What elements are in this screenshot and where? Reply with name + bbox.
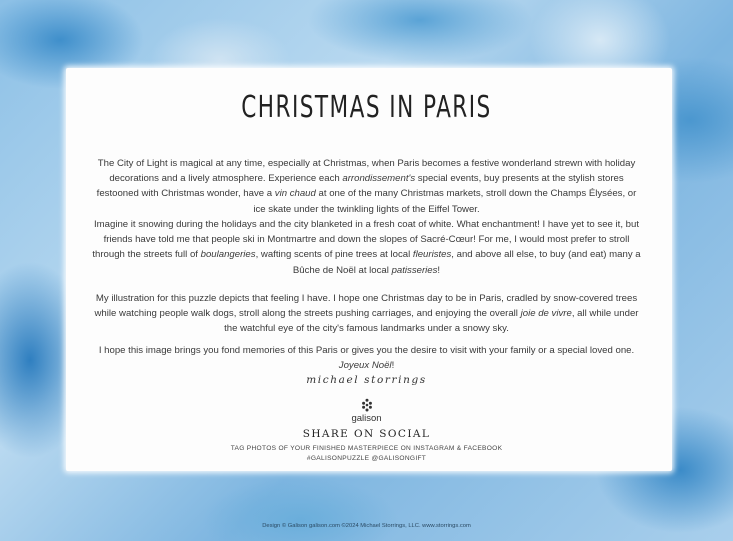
text-run: !	[391, 360, 395, 372]
italic-phrase: vin chaud	[274, 188, 316, 200]
italic-phrase: fleuristes	[412, 249, 452, 261]
text-run: , all while under the watchful eye of the city's famous landmarks under a snowy sky.	[224, 308, 639, 335]
italic-phrase: joie de vivre	[520, 308, 572, 320]
text-run: at one of the many Christmas markets, stroll down the Champs Élysées, or ice skate under the twinkling lights of the Eiffel Tower.	[253, 188, 637, 215]
italic-phrase: boulangeries	[200, 249, 256, 261]
italic-phrase: arrondissement's	[342, 173, 416, 185]
brand-name: galison	[351, 413, 382, 424]
paragraph-2	[92, 217, 641, 278]
text-run: I hope this image brings you fond memories of this Paris or gives you the desire to visit with your family or a special loved one.	[98, 345, 635, 356]
text-run: Imagine it snowing during the holidays and the city blanketed in a fresh coat of white. What enchantment! I have yet to see it, but friends have told me that people ski in Montmartre and down the slopes of Sacré-Cœur! For me, I would most prefer to stroll through the streets full of	[92, 219, 640, 261]
copyright-footer: Design © Galison galison.com ©2024 Michael Storrings, LLC. www.storrings.com	[262, 523, 471, 529]
text-run: special events, buy presents at the stylish stores festooned with Christmas wonder, have a	[96, 173, 624, 200]
tagline-line-1: TAG PHOTOS OF YOUR FINISHED MASTERPIECE ON INSTAGRAM & FACEBOOK	[230, 445, 503, 452]
share-heading: SHARE ON SOCIAL	[302, 428, 431, 440]
paragraph-1	[92, 156, 641, 217]
italic-phrase: Joyeux Noël	[338, 360, 392, 372]
text-run: !	[437, 264, 441, 276]
page-title: CHRISTMAS IN PARIS	[241, 90, 492, 125]
tagline-line-2: #GALISONPUZZLE @GALISONGIFT	[306, 454, 427, 462]
social-tagline	[0, 444, 733, 463]
text-run: , wafting scents of pine trees at local	[255, 249, 413, 261]
paragraph-3	[92, 291, 641, 337]
signature: michael storrings	[306, 374, 427, 386]
text-run: , and above all else, to buy (and eat) many a Bûche de Noël at local	[292, 249, 641, 276]
text-run: My illustration for this puzzle depicts that feeling I have. I hope one Christmas day to be in Paris, cradled by snow-covered trees while watching people walk dogs, stroll along the streets pushing carriages, and enjoying the overall	[94, 293, 638, 320]
italic-phrase: patisseries	[391, 264, 438, 276]
paragraph-4	[92, 343, 641, 373]
text-run: The City of Light is magical at any time, especially at Christmas, when Paris becomes a festive wonderland strewn with holiday decorations and a lively atmosphere. Experience each	[97, 158, 636, 185]
galison-logo-icon	[0, 398, 733, 412]
